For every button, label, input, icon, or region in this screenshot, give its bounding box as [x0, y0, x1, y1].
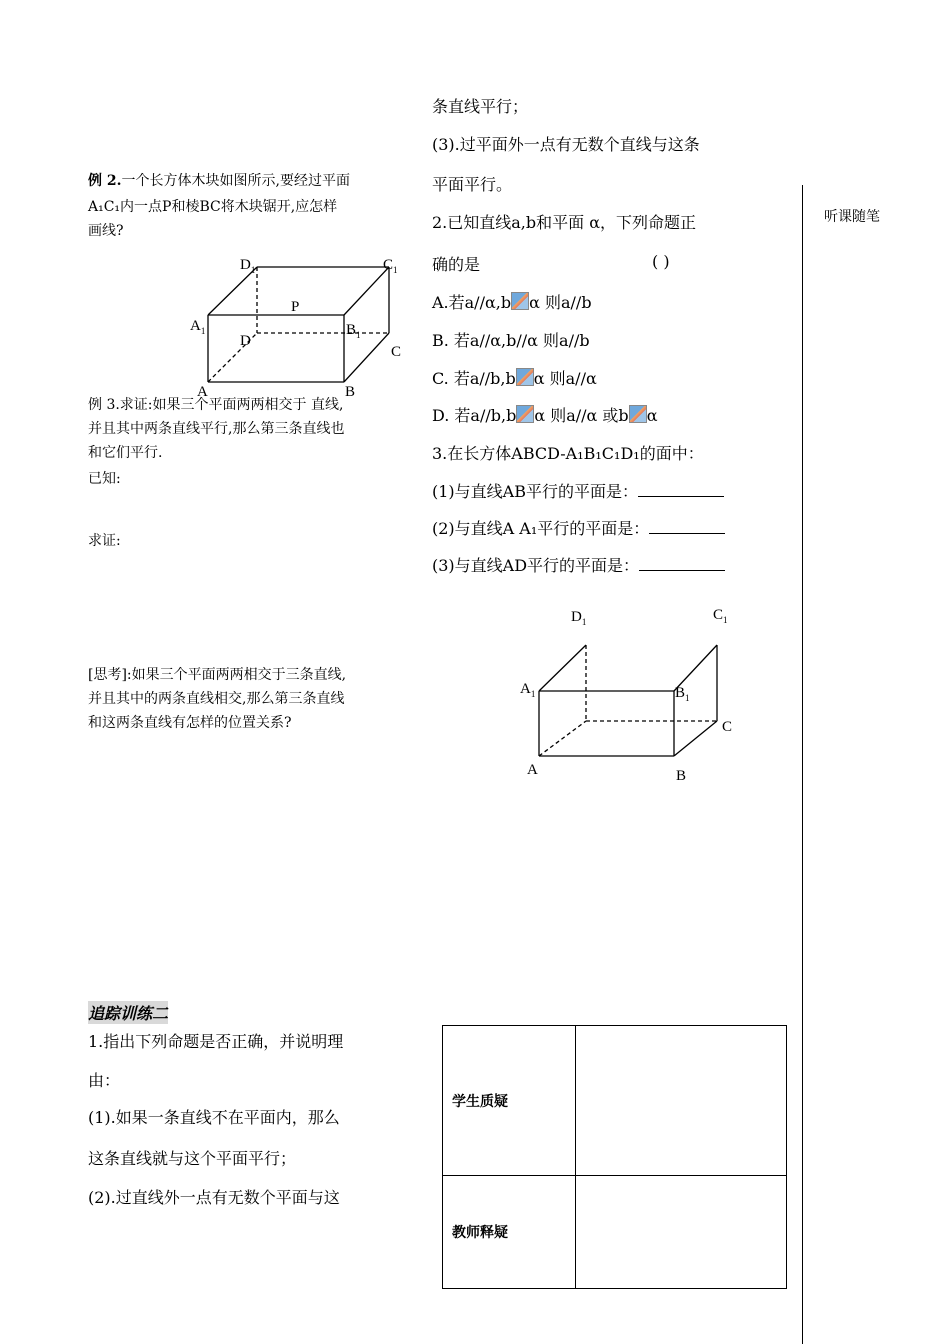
cuboid-figure-2: [520, 630, 740, 780]
option-c: [432, 366, 597, 389]
continued-line-3: 平面平行。: [432, 175, 513, 194]
answer-blank[interactable]: [649, 519, 725, 534]
example-3-line-1: 例 3.求证:如果三个平面两两相交于 直线,: [88, 397, 344, 413]
student-question-cell[interactable]: [576, 1026, 787, 1176]
example-2-line-3: 画线?: [88, 223, 124, 239]
question-3-item-1: [432, 479, 724, 502]
fig2-label-b: B: [676, 768, 687, 784]
fig1-label-p: P: [291, 299, 300, 315]
fig1-label-c1: $C_1$: [383, 257, 398, 275]
fig2-label-c: C: [722, 719, 733, 735]
question-3-title: 3.在长方体ABCD-A₁B₁C₁D₁的面中：: [432, 444, 704, 463]
fig1-label-d: D: [240, 333, 251, 349]
track-1-line-3: (1).如果一条直线不在平面内，那么: [88, 1108, 340, 1127]
margin-note: 听课随笔: [824, 209, 880, 225]
cuboid-figure-1: [180, 255, 420, 405]
track-title: 追踪训练二: [88, 1001, 168, 1024]
teacher-answer-cell[interactable]: [576, 1176, 787, 1289]
option-c-text-end: α 则a//α: [533, 369, 597, 388]
option-b: B. 若a//α,b//α 则a//b: [432, 331, 590, 350]
margin-divider: [802, 185, 803, 1344]
fig1-label-b1: $B_1$: [346, 322, 361, 340]
broken-image-icon: [516, 405, 534, 423]
example-2-text: 一个长方体木块如图所示,要经过平面: [121, 173, 350, 189]
answer-paren: ( ): [652, 252, 670, 271]
option-d: [432, 403, 658, 426]
broken-image-icon: [511, 292, 529, 310]
teacher-answer-label: 教师释疑: [443, 1176, 576, 1289]
think-line-1: [思考]:如果三个平面两两相交于三条直线,: [88, 667, 347, 683]
option-d-text: D. 若a//b,b: [432, 406, 517, 425]
fig2-label-b1: $B_1$: [675, 685, 690, 703]
track-1-line-4: 这条直线就与这个平面平行；: [88, 1149, 297, 1168]
question-2-line-1: 2.已知直线a,b和平面 α，下列命题正: [432, 213, 697, 232]
qa-row-teacher: [443, 1176, 787, 1289]
option-d-text-end: α: [646, 406, 658, 425]
example-2-label: 例 2.: [88, 173, 122, 189]
option-a-text-end: α 则a//b: [529, 293, 592, 312]
think-line-2: 并且其中的两条直线相交,那么第三条直线: [88, 691, 345, 707]
option-a: [432, 290, 592, 313]
continued-line-1: 条直线平行；: [432, 97, 529, 116]
fig1-label-a1: $A_1$: [190, 318, 206, 336]
question-2-line-2: 确的是: [432, 255, 481, 274]
fig2-label-a: A: [527, 762, 538, 778]
q3-item-1-text: (1)与直线AB平行的平面是：: [432, 482, 638, 501]
prove-label: 求证:: [88, 533, 121, 549]
track-1-line-1: 1.指出下列命题是否正确，并说明理: [88, 1032, 344, 1051]
example-2-line-1: [88, 168, 350, 194]
fig1-label-a: A: [197, 384, 208, 400]
fig2-label-d1: $D_1$: [571, 609, 587, 627]
answer-blank[interactable]: [639, 556, 725, 571]
fig1-label-d1: $D_1$: [240, 257, 256, 275]
question-3-item-3: [432, 553, 725, 576]
q3-item-2-text: (2)与直线A A₁平行的平面是：: [432, 519, 650, 538]
fig1-label-b: B: [345, 384, 356, 400]
track-1-line-2: 由：: [88, 1071, 121, 1090]
qa-row-student: [443, 1026, 787, 1176]
example-2-line-2: A₁C₁内一点P和棱BC将木块锯开,应怎样: [88, 199, 338, 215]
answer-blank[interactable]: [638, 482, 724, 497]
example-3-line-2: 并且其中两条直线平行,那么第三条直线也: [88, 421, 345, 437]
option-d-text-mid: α 则a//α 或b: [534, 406, 629, 425]
qa-table: [442, 1025, 787, 1289]
broken-image-icon: [516, 368, 534, 386]
broken-image-icon: [629, 405, 647, 423]
question-3-item-2: [432, 516, 725, 539]
example-3-line-3: 和它们平行.: [88, 445, 163, 461]
q3-item-3-text: (3)与直线AD平行的平面是：: [432, 556, 640, 575]
fig2-label-a1: $A_1$: [520, 681, 536, 699]
student-question-label: 学生质疑: [443, 1026, 576, 1176]
think-line-3: 和这两条直线有怎样的位置关系?: [88, 715, 292, 731]
fig2-label-c1: $C_1$: [713, 607, 728, 625]
continued-line-2: (3).过平面外一点有无数个直线与这条: [432, 135, 700, 154]
option-a-text: A.若a//α,b: [432, 293, 512, 312]
track-1-line-5: (2).过直线外一点有无数个平面与这: [88, 1188, 340, 1207]
option-c-text: C. 若a//b,b: [432, 369, 516, 388]
known-label: 已知:: [88, 471, 121, 487]
fig1-label-c: C: [391, 344, 402, 360]
